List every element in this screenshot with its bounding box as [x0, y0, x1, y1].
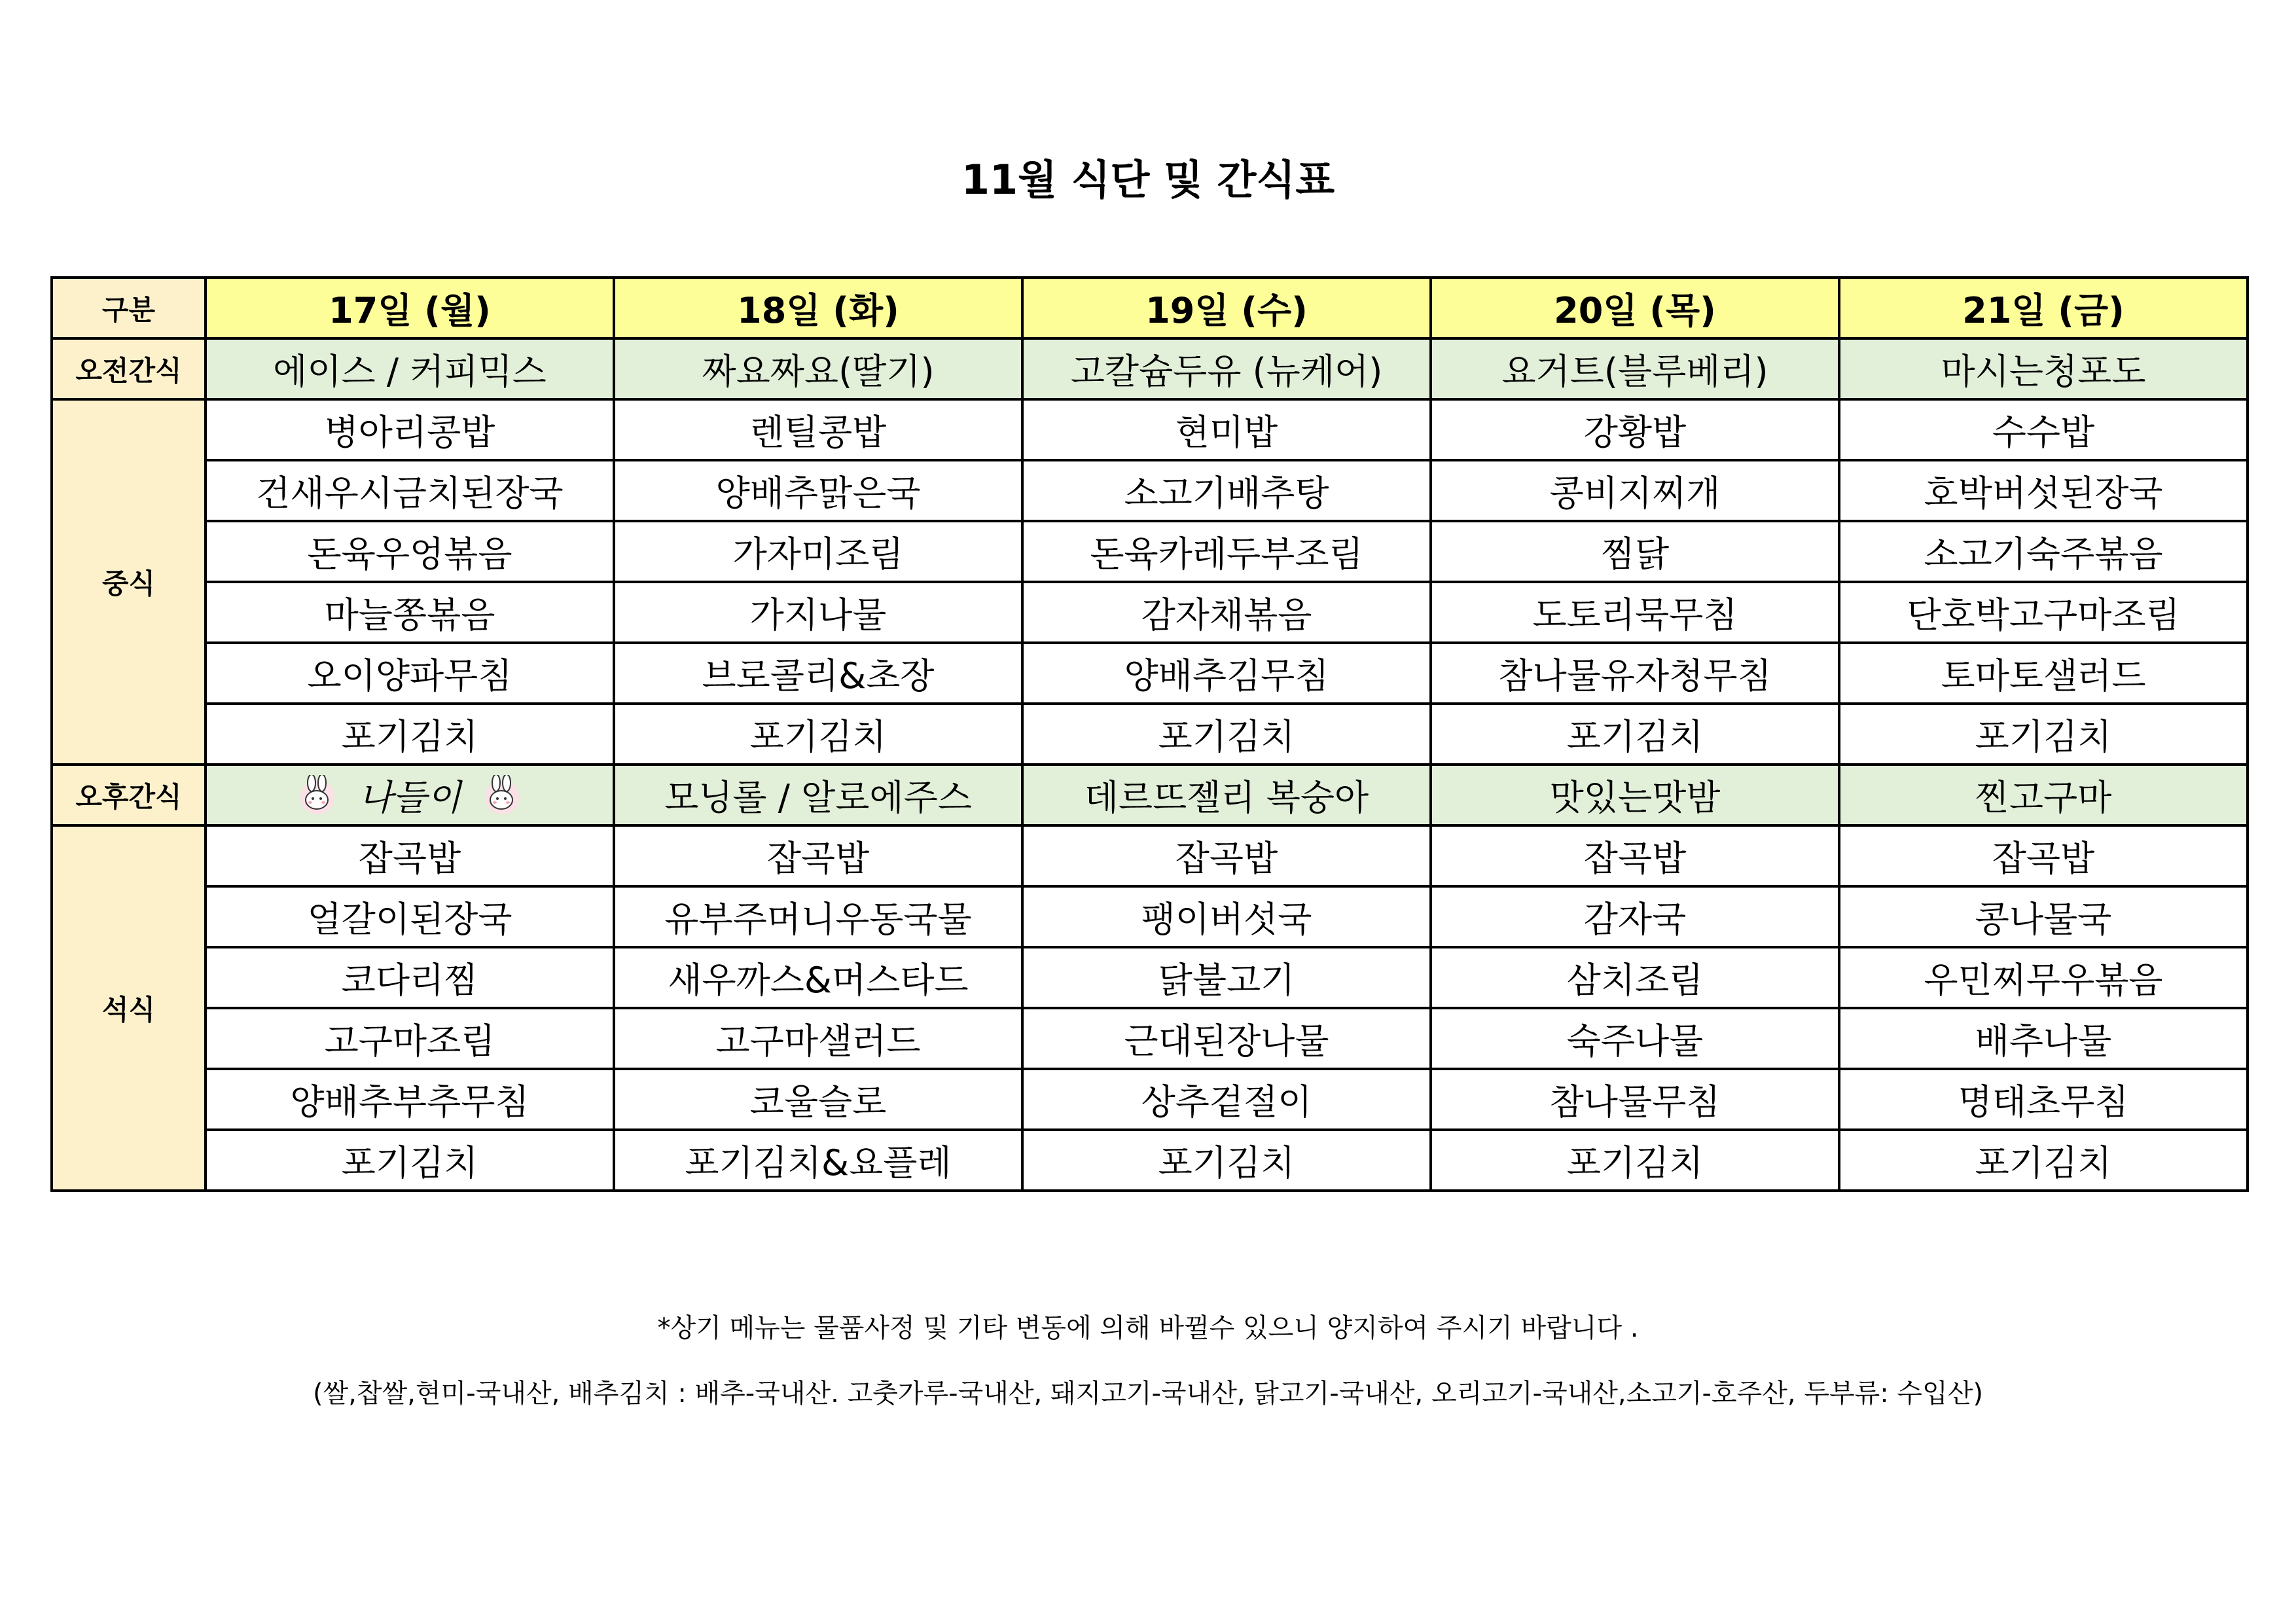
dinner-row: [52, 947, 2248, 1008]
menu-cell: 도토리묵무침: [1431, 582, 1839, 643]
menu-cell: 잡곡밥: [614, 825, 1022, 886]
menu-cell: 돈육카레두부조림: [1022, 521, 1431, 582]
page-title: 11월 식단 및 간식표: [961, 156, 1335, 204]
day-header-cell: 19일 (수): [1022, 278, 1431, 338]
menu-cell: 콩비지찌개: [1431, 460, 1839, 521]
lunch-row: [52, 521, 2248, 582]
dinner-row: [52, 1069, 2248, 1130]
menu-cell: 가지나물: [614, 582, 1022, 643]
menu-cell: 감자채볶음: [1022, 582, 1431, 643]
dinner-label: 석식: [52, 825, 206, 1191]
menu-cell: 고칼슘두유 (뉴케어): [1022, 338, 1431, 399]
menu-cell: 강황밥: [1431, 399, 1839, 460]
menu-cell: 잡곡밥: [1839, 825, 2248, 886]
menu-table: [50, 276, 2249, 1192]
menu-cell: 상추겉절이: [1022, 1069, 1431, 1130]
picnic-text: 나들이: [358, 777, 461, 818]
menu-cell: 찜닭: [1431, 521, 1839, 582]
header-row: [52, 278, 2248, 338]
menu-cell: 양배추김무침: [1022, 643, 1431, 704]
change-notice: *상기 메뉴는 물품사정 및 기타 변동에 의해 바뀔수 있으니 양지하여 주시기 바랍니다 .: [657, 1313, 1639, 1343]
menu-cell: 유부주머니우동국물: [614, 886, 1022, 947]
menu-cell: 가자미조림: [614, 521, 1022, 582]
menu-cell: 숙주나물: [1431, 1008, 1839, 1069]
menu-cell: 감자국: [1431, 886, 1839, 947]
afternoon-snack-label: 오후간식: [52, 765, 206, 825]
menu-cell: 마시는청포도: [1839, 338, 2248, 399]
menu-cell: 닭불고기: [1022, 947, 1431, 1008]
menu-cell: 삼치조림: [1431, 947, 1839, 1008]
day-header-cell: 17일 (월): [206, 278, 614, 338]
menu-cell: 데르뜨젤리 복숭아: [1022, 765, 1431, 825]
day-header-cell: 21일 (금): [1839, 278, 2248, 338]
menu-cell: 양배추부추무침: [206, 1069, 614, 1130]
menu-cell: 포기김치: [1431, 704, 1839, 765]
menu-cell: 맛있는맛밤: [1431, 765, 1839, 825]
menu-cell: 배추나물: [1839, 1008, 2248, 1069]
menu-cell: 포기김치: [206, 1130, 614, 1191]
menu-cell: 호박버섯된장국: [1839, 460, 2248, 521]
menu-cell-picnic: [206, 765, 614, 825]
menu-cell: 오이양파무침: [206, 643, 614, 704]
menu-cell: 얼갈이된장국: [206, 886, 614, 947]
lunch-row: [52, 399, 2248, 460]
menu-cell: 우민찌무우볶음: [1839, 947, 2248, 1008]
menu-cell: 브로콜리&초장: [614, 643, 1022, 704]
day-header-cell: 20일 (목): [1431, 278, 1839, 338]
dinner-row: [52, 825, 2248, 886]
menu-cell: 근대된장나물: [1022, 1008, 1431, 1069]
menu-cell: 잡곡밥: [1022, 825, 1431, 886]
menu-cell: 에이스 / 커피믹스: [206, 338, 614, 399]
menu-cell: 돈육우엉볶음: [206, 521, 614, 582]
lunch-row: [52, 704, 2248, 765]
dinner-row: [52, 1008, 2248, 1069]
lunch-label: 중식: [52, 399, 206, 765]
menu-cell: 찐고구마: [1839, 765, 2248, 825]
menu-cell: 포기김치: [1022, 1130, 1431, 1191]
menu-cell: 요거트(블루베리): [1431, 338, 1839, 399]
menu-cell: 고구마샐러드: [614, 1008, 1022, 1069]
menu-cell: 새우까스&머스타드: [614, 947, 1022, 1008]
menu-cell: 명태초무침: [1839, 1069, 2248, 1130]
menu-cell: 포기김치: [1839, 704, 2248, 765]
menu-cell: 코울슬로: [614, 1069, 1022, 1130]
header-label-cell: 구분: [52, 278, 206, 338]
menu-cell: 소고기숙주볶음: [1839, 521, 2248, 582]
menu-cell: 병아리콩밥: [206, 399, 614, 460]
menu-cell: 양배추맑은국: [614, 460, 1022, 521]
lunch-row: [52, 460, 2248, 521]
morning-snack-label: 오전간식: [52, 338, 206, 399]
menu-cell: 코다리찜: [206, 947, 614, 1008]
menu-cell: 팽이버섯국: [1022, 886, 1431, 947]
menu-cell: 포기김치: [614, 704, 1022, 765]
menu-cell: 소고기배추탕: [1022, 460, 1431, 521]
afternoon-snack-row: [52, 765, 2248, 825]
menu-cell: 렌틸콩밥: [614, 399, 1022, 460]
menu-cell: 수수밥: [1839, 399, 2248, 460]
dinner-row: [52, 886, 2248, 947]
origin-notice: (쌀,찹쌀,현미-국내산, 배추김치 : 배추-국내산. 고춧가루-국내산, 돼지고기-국내산, 닭고기-국내산, 오리고기-국내산,소고기-호주산, 두부류: 수입산): [313, 1379, 1983, 1409]
menu-cell: 참나물유자청무침: [1431, 643, 1839, 704]
day-header-cell: 18일 (화): [614, 278, 1022, 338]
menu-cell: 짜요짜요(딸기): [614, 338, 1022, 399]
menu-cell: 현미밥: [1022, 399, 1431, 460]
menu-cell: 참나물무침: [1431, 1069, 1839, 1130]
menu-cell: 콩나물국: [1839, 886, 2248, 947]
menu-cell: 포기김치: [1839, 1130, 2248, 1191]
menu-cell: 포기김치: [1431, 1130, 1839, 1191]
menu-cell: 포기김치: [1022, 704, 1431, 765]
menu-cell: 잡곡밥: [1431, 825, 1839, 886]
morning-snack-row: [52, 338, 2248, 399]
bunny-icon: [479, 775, 525, 816]
menu-cell: 건새우시금치된장국: [206, 460, 614, 521]
menu-cell: 고구마조림: [206, 1008, 614, 1069]
menu-cell: 잡곡밥: [206, 825, 614, 886]
dinner-row: [52, 1130, 2248, 1191]
menu-cell: 포기김치: [206, 704, 614, 765]
lunch-row: [52, 582, 2248, 643]
bunny-icon: [295, 775, 340, 816]
menu-cell: 토마토샐러드: [1839, 643, 2248, 704]
menu-cell: 마늘쫑볶음: [206, 582, 614, 643]
menu-cell: 포기김치&요플레: [614, 1130, 1022, 1191]
menu-cell: 모닝롤 / 알로에주스: [614, 765, 1022, 825]
menu-cell: 단호박고구마조림: [1839, 582, 2248, 643]
lunch-row: [52, 643, 2248, 704]
